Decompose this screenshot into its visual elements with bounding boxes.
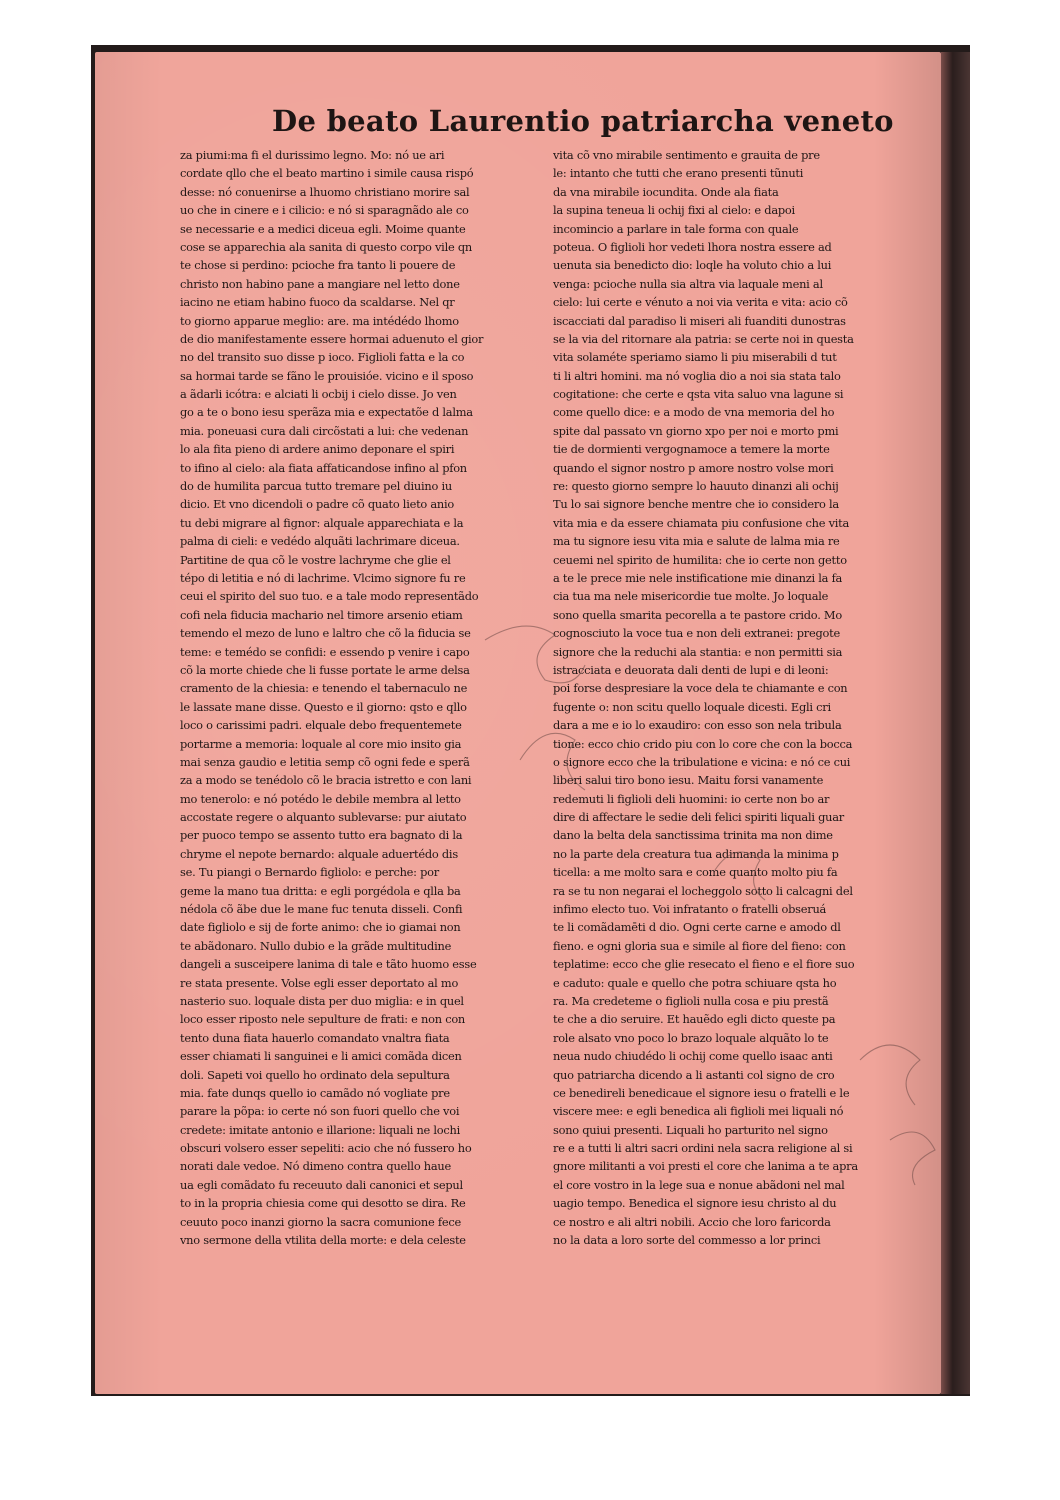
text-line: neua nudo chiudédo li ochij come quello isaac anti <box>553 1049 833 1064</box>
text-line: ra. Ma credeteme o figlioli nulla cosa e piu prestã <box>553 993 829 1008</box>
text-line: do de humilita parcua tutto tremare pel diuino iu <box>180 479 452 494</box>
text-line: date figliolo e sij de forte animo: che io giamai non <box>180 920 461 935</box>
text-line: istracciata e deuorata dali denti de lupi e di leoni: <box>553 662 829 677</box>
text-line: cielo: lui certe e vénuto a noi via verita e vita: acio cõ <box>553 295 848 310</box>
text-line: cordate qllo che el beato martino i simile causa rispó <box>180 166 474 181</box>
text-line: obscuri volsero esser sepeliti: acio che nó fussero ho <box>180 1141 472 1156</box>
text-line: ma tu signore iesu vita mia e salute de lalma mia re <box>553 534 840 549</box>
text-line: ce nostro e ali altri nobili. Accio che loro faricorda <box>553 1214 831 1229</box>
text-line: loco o carissimi padri. elquale debo frequentemete <box>180 718 462 733</box>
text-line: to ifino al cielo: ala fiata affaticandose infino al pfon <box>180 460 467 475</box>
text-line: ceui el spirito del suo tuo. e a tale modo representãdo <box>180 589 479 604</box>
text-line: e caduto: quale e quello che potra schiuare qsta ho <box>553 975 837 990</box>
text-line: sono quiui presenti. Liquali ho parturito nel signo <box>553 1122 828 1137</box>
text-line: palma di cieli: e vedédo alquãti lachrimare diceua. <box>180 534 460 549</box>
text-line: nédola cõ ãbe due le mane fuc tenuta disseli. Confi <box>180 902 463 917</box>
text-column-left <box>180 146 510 1249</box>
text-column-right <box>553 146 883 1249</box>
text-line: tu debi migrare al fignor: alquale apparechiata e la <box>180 515 464 530</box>
text-line: cognosciuto la voce tua e non deli extranei: pregote <box>553 626 840 641</box>
text-line: loco esser riposto nele sepulture de frati: e non con <box>180 1012 466 1027</box>
text-line: doli. Sapeti voi quello ho ordinato dela sepultura <box>180 1067 450 1082</box>
text-line: uo che in cinere e i cilicio: e nó si sparagnãdo ale co <box>180 203 469 218</box>
text-line: a ãdarli icótra: e alciati li ocbij i cielo disse. Jo ven <box>180 387 457 402</box>
text-line: re e a tutti li altri sacri ordini nela sacra religione al si <box>553 1141 853 1156</box>
text-line: ceuuto poco inanzi giorno la sacra comunione fece <box>180 1214 461 1229</box>
text-line: portarme a memoria: loquale al core mio insito gia <box>180 736 462 751</box>
text-line: el core vostro in la lege sua e nonue abãdoni nel mal <box>553 1177 845 1192</box>
text-line: o signore ecco che la tribulatione e vicina: e nó ce cui <box>553 754 851 769</box>
text-line: geme la mano tua dritta: e egli porgédola e qlla ba <box>180 883 461 898</box>
text-line: lo ala fita pieno di ardere animo deponare el spiri <box>180 442 455 457</box>
text-line: Tu lo sai signore benche mentre che io considero la <box>553 497 839 512</box>
text-line: to giorno apparue meglio: are. ma intédédo lhomo <box>180 313 459 328</box>
text-line: se la via del ritornare ala patria: se certe noi in questa <box>553 331 854 346</box>
text-line: iscacciati dal paradiso li miseri ali fuanditi dunostras <box>553 313 846 328</box>
text-line: sono quella smarita pecorella a te pastore crido. Mo <box>553 607 842 622</box>
text-line: mia. fate dunqs quello io camãdo nó vogliate pre <box>180 1085 450 1100</box>
text-line: role alsato vno poco lo brazo loquale alquãto lo te <box>553 1030 829 1045</box>
text-line: dangeli a susceipere lanima di tale e tãto huomo esse <box>180 957 477 972</box>
page-edge <box>941 52 970 1394</box>
text-line: nasterio suo. loquale dista per duo miglia: e in quel <box>180 993 464 1008</box>
text-line: dara a me e io lo exaudiro: con esso son nela tribula <box>553 718 842 733</box>
text-line: cogitatione: che certe e qsta vita saluo vna lagune si <box>553 387 844 402</box>
text-line: infimo electo tuo. Voi infratanto o fratelli obseruá <box>553 902 827 917</box>
text-line: Partitine de qua cõ le vostre lachryme che glie el <box>180 552 451 567</box>
text-line: mo tenerolo: e nó potédo le debile membra al letto <box>180 791 461 806</box>
text-line: ce benedireli benedicaue el signore iesu o fratelli e le <box>553 1085 850 1100</box>
text-line: accostate regere o alquanto sublevarse: pur aiutato <box>180 810 467 825</box>
text-line: credete: imitate antonio e illarione: liquali ne lochi <box>180 1122 461 1137</box>
text-line: za piumi:ma fi el durissimo legno. Mo: nó ue ari <box>180 148 445 162</box>
text-line: tépo di letitia e nó di lachrime. Vlcimo signore fu re <box>180 570 466 585</box>
text-line: fieno. e ogni gloria sua e simile al fiore del fieno: con <box>553 938 846 953</box>
text-line: teplatime: ecco che glie resecato el fieno e el fiore suo <box>553 957 855 972</box>
text-line: dano la belta dela sanctissima trinita ma non dime <box>553 828 833 843</box>
text-line: quando el signor nostro p amore nostro volse mori <box>553 460 834 475</box>
running-head: De beato Laurentio patriarcha veneto <box>272 104 894 138</box>
text-line: norati dale vedoe. Nó dimeno contra quello haue <box>180 1159 451 1174</box>
text-line: re stata presente. Volse egli esser deportato al mo <box>180 975 459 990</box>
text-line: la supina teneua li ochij fixi al cielo: e dapoi <box>553 203 795 218</box>
text-line: chryme el nepote bernardo: alquale aduertédo dis <box>180 846 458 861</box>
text-line: vno sermone della vtilita della morte: e dela celeste <box>180 1233 466 1248</box>
text-line: desse: nó conuenirse a lhuomo christiano morire sal <box>180 184 470 199</box>
text-line: teme: e temédo se confidi: e essendo p venire i capo <box>180 644 470 659</box>
text-line: venga: pcioche nulla sia altra via laquale meni al <box>553 276 823 291</box>
text-line: za a modo se tenédolo cõ le bracia istretto e con lani <box>180 773 472 788</box>
text-line: re: questo giorno sempre lo hauuto dinanzi ali ochij <box>553 479 839 494</box>
text-line: cramento de la chiesia: e tenendo el tabernaculo ne <box>180 681 468 696</box>
text-line: ceuemi nel spirito de humilita: che io certe non getto <box>553 552 847 567</box>
text-line: mai senza gaudio e letitia semp cõ ogni fede e sperã <box>180 754 470 769</box>
text-line: per puoco tempo se assento tutto era bagnato di la <box>180 828 463 843</box>
text-line: vita solaméte speriamo siamo li piu miserabili d tut <box>553 350 837 365</box>
text-line: poteua. O figlioli hor vedeti lhora nostra essere ad <box>553 239 832 254</box>
text-line: ra se tu non negarai el locheggolo sotto li calcagni del <box>553 883 853 898</box>
text-line: vita cõ vno mirabile sentimento e grauita de pre <box>553 148 820 162</box>
text-line: le lassate mane disse. Questo e il giorno: qsto e qllo <box>180 699 467 714</box>
text-line: come quello dice: e a modo de vna memoria del ho <box>553 405 835 420</box>
text-line: gnore militanti a voi presti el core che lanima a te apra <box>553 1159 858 1174</box>
text-line: te li comãdamēti d dio. Ogni certe carne e amodo dl <box>553 920 841 935</box>
text-line: parare la põpa: io certe nó son fuori quello che voi <box>180 1104 460 1119</box>
text-line: ua egli comãdato fu receuuto dali canonici et sepul <box>180 1177 463 1192</box>
text-line: viscere mee: e egli benedica ali figlioli mei liquali nó <box>553 1104 844 1119</box>
text-line: fugente o: non scitu quello loquale dicesti. Egli cri <box>553 699 831 714</box>
text-line: sa hormai tarde se fãno le prouisióe. vicino e il sposo <box>180 368 474 383</box>
text-line: liberi salui tiro bono iesu. Maitu forsi vanamente <box>553 773 824 788</box>
text-line: incomincio a parlare in tale forma con quale <box>553 221 799 236</box>
text-line: poi forse despresiare la voce dela te chiamante e con <box>553 681 848 696</box>
text-line: spite dal passato vn giorno xpo per noi e morto pmi <box>553 423 839 438</box>
text-line: mia. poneuasi cura dali circõstati a lui: che vedenan <box>180 423 469 438</box>
text-line: quo patriarcha dicendo a li astanti col signo de cro <box>553 1067 835 1082</box>
text-line: redemuti li figlioli deli huomini: io certe non bo ar <box>553 791 830 806</box>
text-line: de dio manifestamente essere hormai aduenuto el gior <box>180 331 484 346</box>
text-line: vita mia e da essere chiamata piu confusione che vita <box>553 515 850 530</box>
text-line: uenuta sia benedicto dio: loqle ha voluto chio a lui <box>553 258 832 273</box>
text-line: esser chiamati li sanguinei e li amici comãda dicen <box>180 1049 462 1064</box>
text-line: a te le prece mie nele instificatione mie dinanzi la fa <box>553 570 843 585</box>
text-line: cõ la morte chiede che li fusse portate le arme delsa <box>180 662 470 677</box>
text-line: se. Tu piangi o Bernardo figliolo: e perche: por <box>180 865 439 880</box>
text-line: signore che la reduchi ala stantia: e non permitti sia <box>553 644 843 659</box>
text-line: cia tua ma nele misericordie tue molte. Jo loquale <box>553 589 829 604</box>
text-line: temendo el mezo de luno e laltro che cõ la fiducia se <box>180 626 471 641</box>
text-line: go a te o bono iesu sperãza mia e expectatõe d lalma <box>180 405 473 420</box>
text-line: no del transito suo disse p ioco. Figlioli fatta e la co <box>180 350 465 365</box>
text-line: cose se apparechia ala sanita di questo corpo vile qn <box>180 239 472 254</box>
text-line: no la parte dela creatura tua adimanda la minima p <box>553 846 839 861</box>
text-line: iacino ne etiam habino fuoco da scaldarse. Nel qr <box>180 295 455 310</box>
text-line: da vna mirabile iocundita. Onde ala fiata <box>553 184 779 199</box>
text-line: uagio tempo. Benedica el signore iesu christo al du <box>553 1196 837 1211</box>
text-line: te abãdonaro. Nullo dubio e la grãde multitudine <box>180 938 452 953</box>
text-line: tie de dormienti vergognamoce a temere la morte <box>553 442 830 457</box>
text-line: to in la propria chiesia come qui desotto se dira. Re <box>180 1196 466 1211</box>
text-line: tione: ecco chio crido piu con lo core che con la bocca <box>553 736 853 751</box>
text-line: dicio. Et vno dicendoli o padre cõ quato lieto anio <box>180 497 455 512</box>
text-line: cofi nela fiducia machario nel timore arsenio etiam <box>180 607 463 622</box>
text-line: te chose si perdino: pcioche fra tanto li pouere de <box>180 258 456 273</box>
text-line: le: intanto che tutti che erano presenti tũnuti <box>553 166 804 181</box>
text-line: no la data a loro sorte del commesso a lor princi <box>553 1233 821 1248</box>
text-line: se necessarie e a medici diceua egli. Moime quante <box>180 221 466 236</box>
text-line: ti li altri homini. ma nó voglia dio a noi sia stata talo <box>553 368 841 383</box>
text-line: tento duna fiata hauerlo comandato vnaltra fiata <box>180 1030 450 1045</box>
text-line: christo non habino pane a mangiare nel letto done <box>180 276 460 291</box>
text-line: dire di affectare le sedie deli felici spiriti liquali guar <box>553 810 844 825</box>
text-line: te che a dio seruire. Et hauẽdo egli dicto queste pa <box>553 1012 836 1027</box>
text-line: ticella: a me molto sara e come quanto molto piu fa <box>553 865 838 880</box>
